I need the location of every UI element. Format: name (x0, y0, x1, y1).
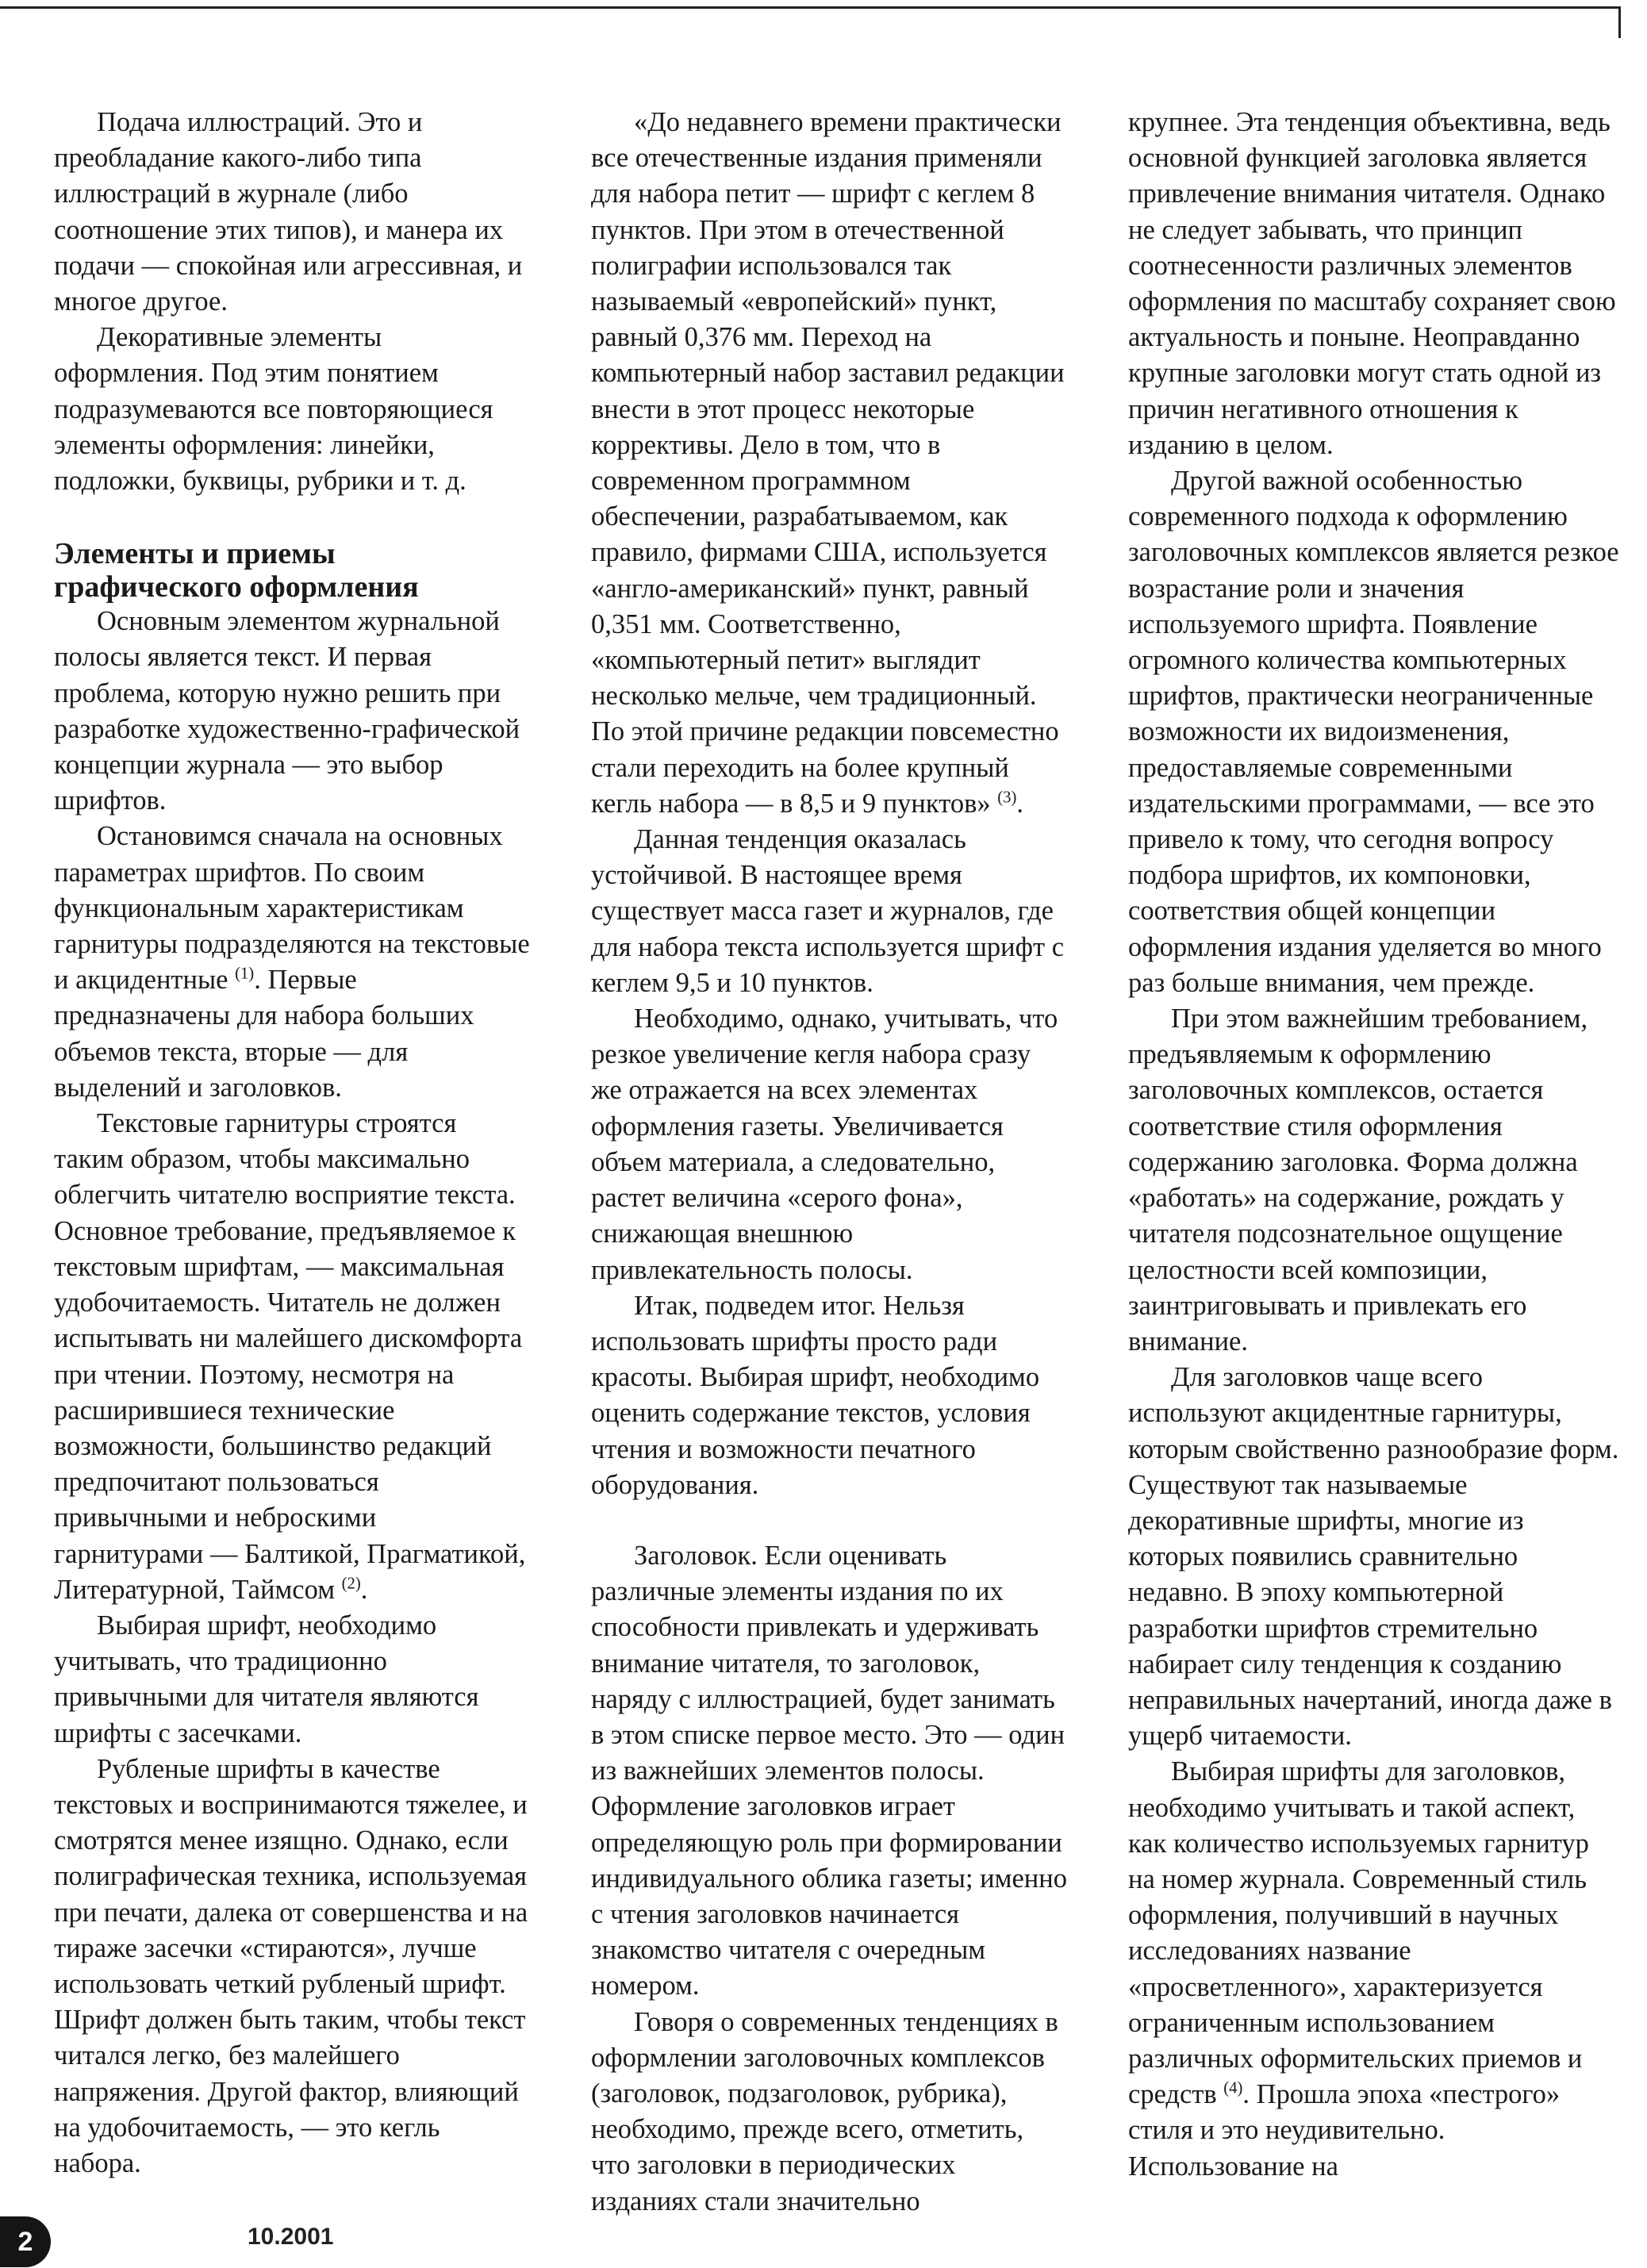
paragraph (591, 105, 1067, 822)
page-footer (0, 2213, 555, 2268)
column-2 (591, 105, 1067, 2220)
paragraph-text: Текстовые гарнитуры строятся таким образом, чтобы максимально облегчить читателю восприятие текста. Основное требование, предъявляемое к текстовым шрифтам, — максимальная удобочитаемость. Читатель не должен испытывать ни малейшего дискомфорта при чтении. Поэтому, несмотря на расширившиеся технические возможности, большинство редакций предпочитают пользоваться привычными и неброскими гарнитурами — Балтикой, Прагматикой, Литературной, Таймсом (54, 1108, 526, 1605)
paragraph-text: . Первые предназначены для набора больших объемов текста, вторые — для выделений и заголовков. (54, 965, 474, 1103)
column-1 (54, 105, 530, 2182)
top-rule (0, 6, 1618, 9)
paragraph (54, 1106, 530, 1608)
paragraph: Данная тенденция оказалась устойчивой. В настоящее время существует масса газет и журналов, где для набора текста используется шрифт с кеглем 9,5 и 10 пунктов. (591, 824, 1065, 998)
paragraph: Говоря о современных тенденциях в оформлении заголовочных комплексов (заголовок, подзаголовок, рубрика), необходимо, прежде всего, отметить, что заголовки в периодических изданиях стали значительно (591, 2006, 1058, 2216)
paragraph: крупнее. Эта тенденция объективна, ведь основной функцией заголовка является привлечение внимания читателя. Однако не следует забывать, что принцип соотнесенности различных элементов оформления по масштабу сохраняет свою актуальность и поныне. Неоправданно крупные заголовки могут стать одной из причин негативного отношения к изданию в целом. (1128, 107, 1616, 460)
paragraph-text: . (1016, 788, 1023, 819)
footnote-ref: (3) (997, 789, 1017, 807)
paragraph: Рубленые шрифты в качестве текстовых и воспринимаются тяжелее, и смотрятся менее изящно. Однако, если полиграфическая техника, используемая при печати, далека от совершенства и на тираже засечки «стираются», лучше использовать четкий рубленый шрифт. Шрифт должен быть таким, чтобы текст читался легко, без малейшего напряжения. Другой фактор, влияющий на удобочитаемость, — это кегль набора. (54, 1753, 528, 2178)
paragraph: Для заголовков чаще всего используют акцидентные гарнитуры, которым свойственно разнообразие форм. Существуют так называемые декоративные шрифты, многие из которых появились сравнительно недавно. В эпоху компьютерной разработки шрифтов стремительно набирает силу тенденция к созданию неправильных начертаний, иногда даже в ущерб читаемости. (1128, 1362, 1619, 1752)
paragraph: Итак, подведем итог. Нельзя использовать шрифты просто ради красоты. Выбирая шрифт, необходимо оценить содержание текстов, условия чтения и возможности печатного оборудования. (591, 1290, 1040, 1500)
paragraph-text: Остановимся сначала на основных параметрах шрифтов. По своим функциональным характеристикам гарнитуры подразделяются на текстовые и акцидентные (54, 821, 530, 996)
paragraph (54, 819, 530, 1106)
paragraph: Выбирая шрифт, необходимо учитывать, что традиционно привычными для читателя являются шрифты с засечками. (54, 1610, 479, 1748)
page-number: 2 (0, 2216, 51, 2267)
section-heading: Элементы и приемы графического оформления (54, 537, 419, 604)
paragraph-text: «До недавнего времени практически все отечественные издания применяли для набора петит — шрифт с кеглем 8 пунктов. При этом в отечественной полиграфии использовался так называемый «европейский» пункт, равный 0,376 мм. Переход на компьютерный набор заставил редакции внести в этот процесс некоторые коррективы. Дело в том, что в современном программном обеспечении, разрабатываемом, как правило, фирмами США, используется «англо-американский» пункт, равный 0,351 мм. Соответственно, «компьютерный петит» выглядит несколько мельче, чем традиционный. По этой причине редакции повсеместно стали переходить на более крупный кегль набора — в 8,5 и 9 пунктов» (591, 107, 1065, 819)
paragraph: Декоративные элементы оформления. Под этим понятием подразумеваются все повторяющиеся элементы оформления: линейки, подложки, буквицы, рубрики и т. д. (54, 322, 493, 497)
footnote-ref: (2) (341, 1575, 361, 1593)
paragraph-text: . (360, 1574, 368, 1605)
corner-rule (1618, 6, 1621, 38)
issue-date: 10.2001 (248, 2224, 334, 2250)
paragraph-text: . Прошла эпоха «пестрого» стиля и это неудивительно. Использование на (1128, 2079, 1561, 2182)
column-3 (1128, 105, 1620, 2185)
paragraph: Другой важной особенностью современного подхода к оформлению заголовочных комплексов является резкое возрастание роли и значения используемого шрифта. Появление огромного количества компьютерных шрифтов, практически неограниченные возможности их видоизменения, предоставляемые современными издательскими программами, — все это привело к тому, что сегодня вопросу подбора шрифтов, их компоновки, соответствия общей концепции оформления издания уделяется во много раз больше внимания, чем прежде. (1128, 466, 1619, 998)
paragraph: Основным элементом журнальной полосы является текст. И первая проблема, которую нужно решить при разработке художественно-графической концепции журнала — это выбор шрифтов. (54, 606, 520, 816)
paragraph: Необходимо, однако, учитывать, что резкое увеличение кегля набора сразу же отражается на всех элементах оформления газеты. Увеличивается объем материала, а следовательно, растет величина «серого фона», снижающая внешнюю привлекательность полосы. (591, 1004, 1058, 1285)
paragraph: Заголовок. Если оценивать различные элементы издания по их способности привлекать и удерживать внимание читателя, то заголовок, наряду с иллюстрацией, будет занимать в этом списке первое место. Это — один из важнейших элементов полосы. Оформление заголовков играет определяющую роль при формировании индивидуального облика газеты; именно с чтения заголовков начинается знакомство читателя с очередным номером. (591, 1540, 1067, 2001)
paragraph-text: Выбирая шрифты для заголовков, необходимо учитывать и такой аспект, как количество используемых гарнитур на номер журнала. Современный стиль оформления, получивший в научных исследованиях название «просветленного», характеризуется ограниченным использованием различных оформительских приемов и средств (1128, 1756, 1589, 2110)
footnote-ref: (1) (235, 965, 255, 983)
footnote-ref: (4) (1223, 2079, 1243, 2097)
paragraph: При этом важнейшим требованием, предъявляемым к оформлению заголовочных комплексов, остается соответствие стиля оформления содержанию заголовка. Форма должна «работать» на содержание, рождать у читателя подсознательное ощущение целостности всей композиции, заинтриговывать и привлекать его внимание. (1128, 1004, 1588, 1357)
paragraph: Подача иллюстраций. Это и преобладание какого-либо типа иллюстраций в журнале (либо соотношение этих типов), и манера их подачи — спокойная или агрессивная, и многое другое. (54, 107, 523, 317)
paragraph (1128, 1754, 1620, 2184)
